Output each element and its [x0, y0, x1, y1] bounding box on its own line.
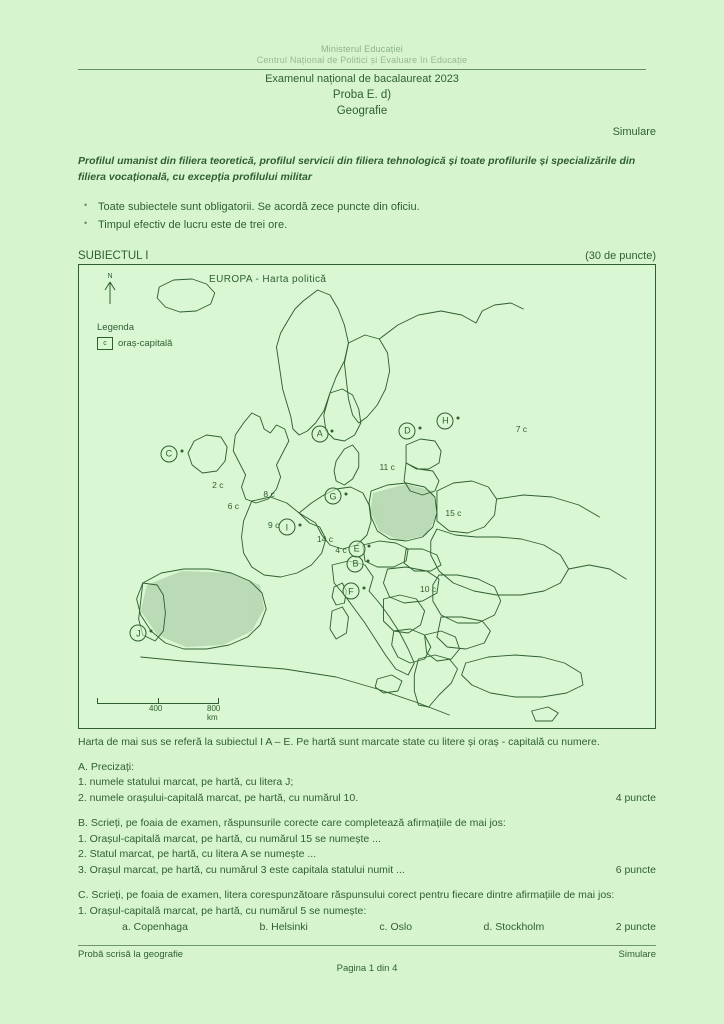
map-number-marker-10: 10 c [420, 584, 437, 595]
map-legend [97, 322, 172, 350]
choice-b[interactable]: b. Helsinki [259, 921, 308, 934]
map-letter-marker-g: G [325, 488, 342, 505]
list-item [84, 216, 724, 234]
question-a-item [78, 791, 656, 807]
page-number: Pagina 1 din 4 [336, 963, 398, 975]
europe-map [78, 264, 656, 729]
questions-block [78, 735, 656, 936]
capital-city-dot [418, 426, 421, 429]
choice-c[interactable]: c. Oslo [379, 921, 413, 934]
question-b-head: B. Scrieți, pe foaia de examen, răspunsurile corecte care completează afirmațiile de mai jos: [78, 816, 506, 829]
map-caption: Harta de mai sus se referă la subiectul I A – E. Pe hartă sunt marcate state cu litere și oraș - capitală cu numere. [78, 735, 600, 748]
footer-right: Simulare [618, 949, 656, 961]
map-letter-marker-e: E [348, 540, 365, 557]
map-letter-marker-a: A [311, 425, 328, 442]
proba-label: Proba E. d) [332, 89, 392, 102]
subject-title: SUBIECTUL I [78, 249, 149, 262]
simulare-label: Simulare [612, 126, 656, 138]
scale-labels [97, 703, 227, 722]
scale-label-mid: 400 [149, 703, 163, 713]
map-letter-marker-c: C [160, 445, 177, 462]
map-number-marker-9: 9 c [268, 520, 280, 531]
map-scale-bar [97, 698, 227, 722]
capital-city-dot [180, 449, 183, 452]
question-a-head: A. Precizați: [78, 760, 135, 773]
question-b [78, 816, 656, 879]
capital-city-dot [331, 429, 334, 432]
map-letter-marker-j: J [130, 625, 147, 642]
capital-city-dot [150, 629, 153, 632]
compass-needle-icon [101, 280, 119, 306]
bullet-icon: • [84, 199, 88, 210]
map-letter-marker-b: B [347, 555, 364, 572]
compass-rose [101, 273, 119, 308]
question-c [78, 888, 656, 936]
question-points: 4 puncte [615, 792, 656, 805]
map-letter-marker-h: H [437, 412, 454, 429]
question-b-item [78, 847, 656, 863]
list-item [84, 198, 724, 216]
question-c-head: C. Scrieți, pe foaia de examen, litera corespunzătoare răspunsului corect pentru fiecare dintre afirmațiile de mai jos: [78, 888, 615, 901]
choice-d[interactable]: d. Stockholm [483, 921, 545, 934]
bullet-icon: • [84, 217, 88, 228]
map-number-marker-2: 2 c [212, 479, 224, 490]
centre-line: Centrul Național de Politici și Evaluare în Educație [256, 55, 468, 66]
legend-entry-label: oraș-capitală [118, 337, 173, 349]
instruction-text: Timpul efectiv de lucru este de trei ore. [98, 218, 288, 231]
question-text: 1. Orașul-capitală marcat, pe hartă, cu numărul 15 se numește ... [78, 832, 381, 845]
legend-title: Legenda [97, 321, 134, 333]
question-text: 3. Orașul marcat, pe hartă, cu numărul 3 este capitala statului numit ... [78, 864, 405, 877]
question-b-item [78, 832, 656, 848]
choice-a[interactable]: a. Copenhaga [122, 921, 188, 934]
profile-note: Profilul umanist din filiera teoretică, profilul servicii din filiera tehnologică și toate profilurile și specializările din filiera vocațională, cu excepția profilului militar [78, 155, 636, 183]
map-title: EUROPA - Harta politică [209, 273, 327, 285]
footer-rule [78, 945, 656, 946]
map-number-marker-8: 8 c [263, 488, 275, 499]
capital-city-icon: c [97, 337, 113, 350]
map-number-marker-14: 14 c [316, 533, 333, 544]
question-points: 6 puncte [615, 864, 656, 877]
map-letter-marker-i: I [278, 519, 295, 536]
question-a-item [78, 775, 656, 791]
map-number-marker-15: 15 c [445, 508, 462, 519]
question-text: 1. numele statului marcat, pe hartă, cu litera J; [78, 776, 294, 789]
exam-title: Examenul național de bacalaureat 2023 [265, 72, 459, 85]
instruction-list [84, 198, 724, 234]
question-text: 2. numele orașului-capitală marcat, pe hartă, cu numărul 10. [78, 792, 359, 805]
question-points: 2 puncte [615, 921, 656, 934]
map-number-marker-6: 6 c [227, 501, 240, 511]
capital-city-dot [344, 492, 347, 495]
map-number-marker-11: 11 c [379, 461, 395, 472]
question-text: 2. Statul marcat, pe hartă, cu litera A se numește ... [78, 848, 317, 861]
capital-city-dot [367, 560, 370, 563]
footer-left: Probă scrisă la geografie [78, 949, 184, 961]
answer-choices [122, 920, 656, 936]
capital-city-dot [298, 523, 301, 526]
capital-city-dot [362, 587, 365, 590]
header-rule [78, 69, 646, 70]
question-a [78, 760, 656, 807]
discipline-label: Geografie [336, 104, 388, 117]
capital-city-dot [457, 417, 460, 420]
map-number-marker-4: 4 c [335, 544, 347, 555]
instruction-text: Toate subiectele sunt obligatorii. Se acordă zece puncte din oficiu. [98, 200, 420, 213]
question-c-item: 1. Orașul-capitală marcat, pe hartă, cu numărul 5 se numește: [78, 904, 367, 917]
subject-header [78, 250, 656, 262]
document-footer [78, 949, 656, 975]
question-b-item [78, 863, 656, 879]
map-letter-marker-d: D [399, 422, 416, 439]
map-number-marker-7: 7 c [515, 423, 528, 434]
ministry-line: Ministerul Educației [320, 44, 404, 54]
subject-points: (30 de puncte) [585, 249, 656, 262]
document-header [0, 0, 724, 118]
scale-label-end: 800 km [207, 703, 221, 722]
compass-north-label: N [107, 272, 113, 280]
map-letter-marker-f: F [342, 583, 359, 600]
capital-city-dot [368, 544, 371, 547]
legend-entry [97, 337, 172, 350]
